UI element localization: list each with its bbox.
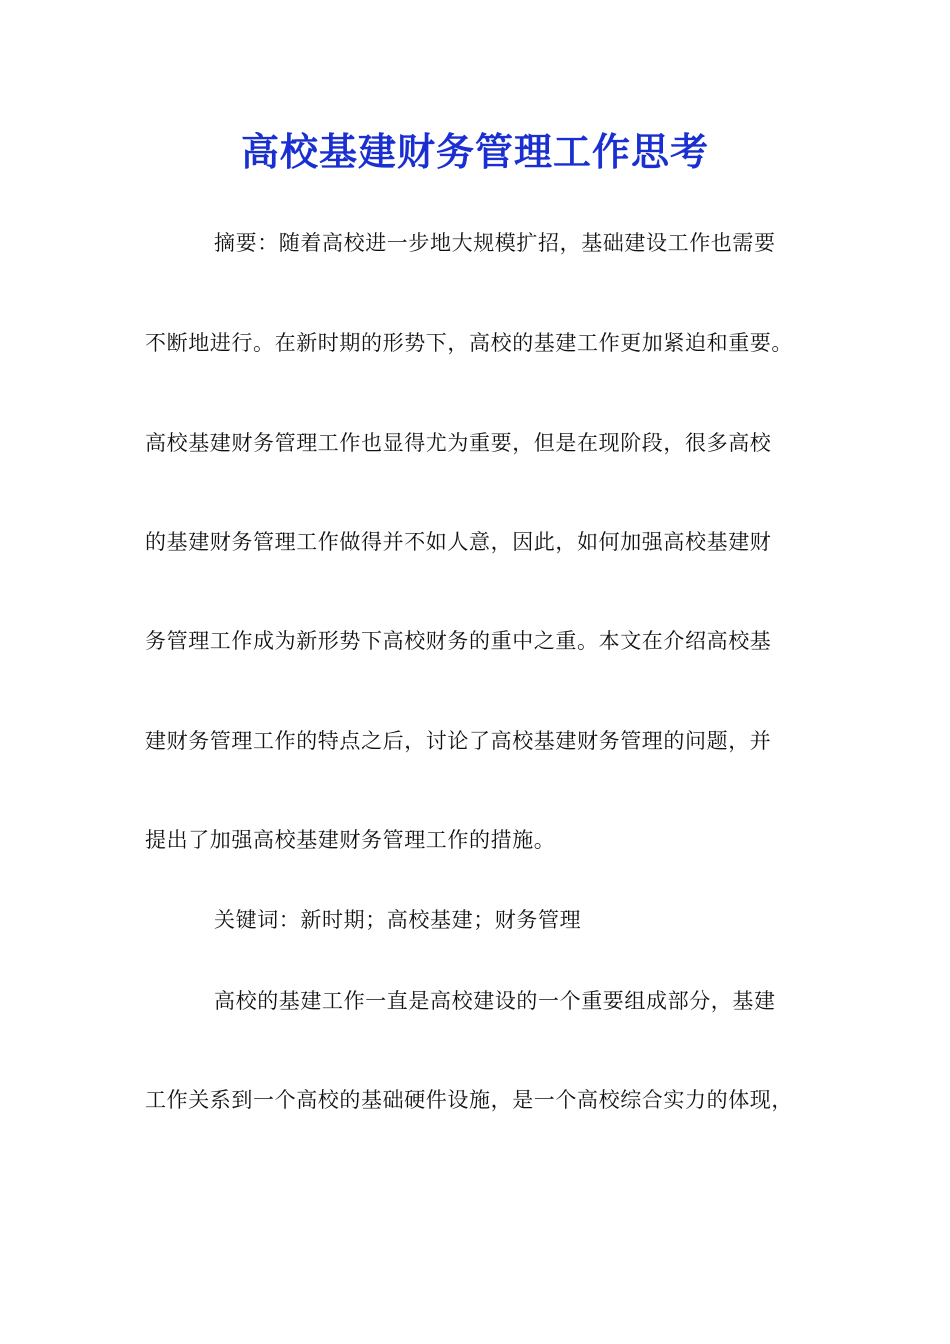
keywords-line: 关键词：新时期；高校基建；财务管理 [214,908,582,932]
abstract-line-5: 务管理工作成为新形势下高校财务的重中之重。本文在介绍高校基 [145,629,772,653]
abstract-line-4: 的基建财务管理工作做得并不如人意，因此，如何加强高校基建财 [145,530,772,554]
document-title: 高校基建财务管理工作思考 [240,129,709,174]
abstract-line-2: 不断地进行。在新时期的形势下，高校的基建工作更加紧迫和重要。 [145,331,793,355]
body-line-2: 工作关系到一个高校的基础硬件设施，是一个高校综合实力的体现， [145,1088,793,1112]
abstract-line-3: 高校基建财务管理工作也显得尤为重要，但是在现阶段，很多高校 [145,431,772,455]
abstract-line-1: 摘要：随着高校进一步地大规模扩招，基础建设工作也需要 [214,231,776,255]
abstract-line-7: 提出了加强高校基建财务管理工作的措施。 [145,828,556,852]
body-line-1: 高校的基建工作一直是高校建设的一个重要组成部分，基建 [214,989,776,1013]
abstract-line-6: 建财务管理工作的特点之后，讨论了高校基建财务管理的问题，并 [145,729,772,753]
